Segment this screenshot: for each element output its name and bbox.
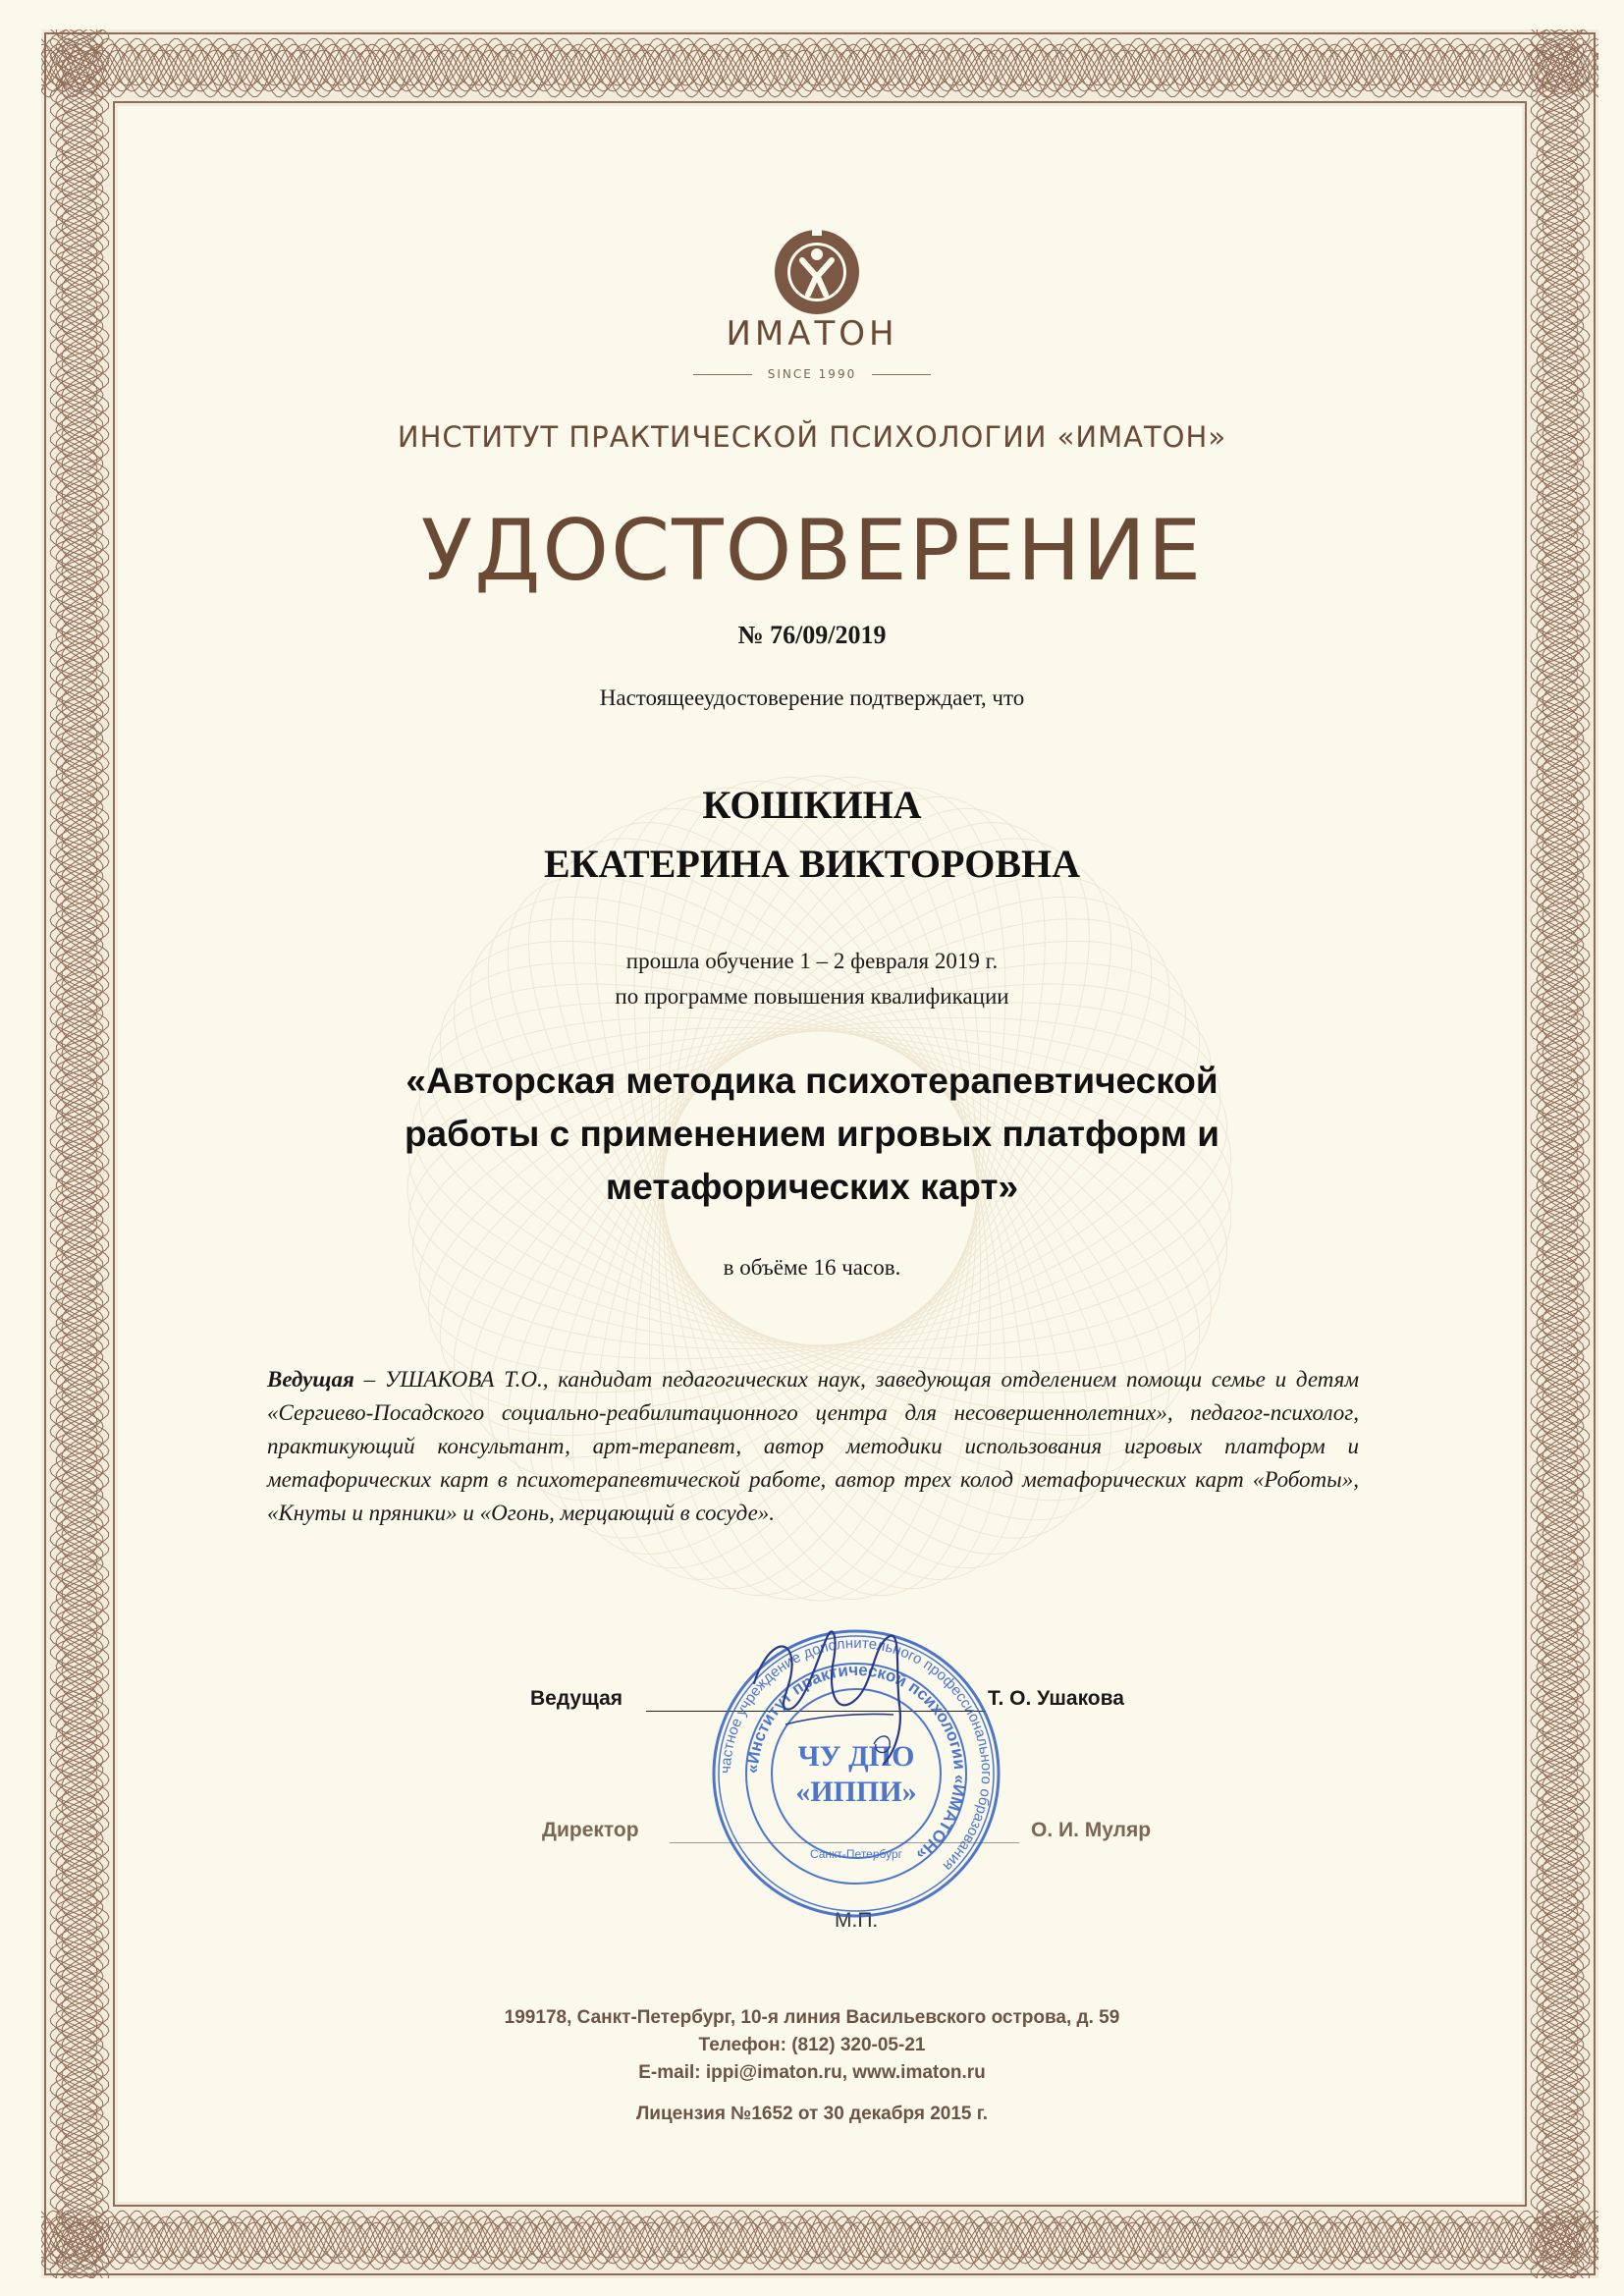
- stamp-center-line1: ЧУ ДПО: [797, 1740, 915, 1773]
- stamp-inner-ring-text: «Институт практической психологии «ИМАТОН»: [742, 1660, 970, 1865]
- lecturer-text: – УШАКОВА Т.О., кандидат педагогических наук, заведующая отделением помощи семье и детям «Сергиево-Посадского социально-реабилитационного центра для несовершеннолетних», педагог-психолог, практикующий консультант, арт-терапевт, автор методики использования игровых платформ и метафорических карт в психотерапевтической работе, автор трех колод метафорических карт «Роботы», «Кнуты и пряники» и «Огонь, мерцающий в сосуде».: [267, 1367, 1359, 1525]
- certificate-number: № 76/09/2019: [737, 621, 887, 649]
- handwritten-signature: [727, 1607, 982, 1774]
- institute-name: ИНСТИТУТ ПРАКТИЧЕСКОЙ ПСИХОЛОГИИ «ИМАТОН»: [397, 420, 1227, 454]
- lecturer-name: Т. О. Ушакова: [988, 1687, 1124, 1710]
- footer-contacts: E-mail: ippi@imaton.ru, www.imaton.ru: [638, 2062, 986, 2083]
- since-text: SINCE 1990: [767, 367, 857, 381]
- lecturer-label: Ведущая: [267, 1367, 354, 1392]
- stamp-outer-ring-text: частное учреждение дополнительного профессионального образования: [717, 1634, 996, 1875]
- seal-place-mark: М.П.: [835, 1909, 879, 1932]
- footer-address: 199178, Санкт-Петербург, 10-я линия Васильевского острова, д. 59: [504, 2007, 1120, 2028]
- certificate-title: УДОСТОВЕРЕНИЕ: [420, 502, 1204, 600]
- since-divider-right: [872, 374, 931, 375]
- course-title-line: работы с применением игровых платформ и: [404, 1114, 1220, 1154]
- since-line: [0, 365, 1624, 383]
- confirms-text: Настоящееудостоверение подтверждает, что: [599, 685, 1025, 710]
- recipient-surname: КОШКИНА: [702, 783, 922, 827]
- course-hours: в объёме 16 часов.: [723, 1255, 901, 1280]
- course-title: [0, 1055, 1624, 1214]
- director-role-label: Директор: [542, 1819, 639, 1841]
- director-name: О. И. Муляр: [1031, 1819, 1152, 1841]
- recipient-given-names: ЕКАТЕРИНА ВИКТОРОВНА: [543, 842, 1080, 886]
- training-dates: прошла обучение 1 – 2 февраля 2019 г.: [625, 949, 999, 973]
- footer-license: Лицензия №1652 от 30 декабря 2015 г.: [635, 2104, 989, 2124]
- imaton-logo-icon: [773, 228, 861, 316]
- lecturer-description: [267, 1363, 1359, 1530]
- stamp-city: Санкт-Петербург: [809, 1847, 903, 1861]
- course-title-line: «Авторская методика психотерапевтической: [406, 1061, 1218, 1101]
- since-divider-left: [693, 374, 752, 375]
- brand-name: ИМАТОН: [726, 314, 898, 354]
- stamp-center-line2: «ИППИ»: [795, 1776, 917, 1808]
- footer-phone: Телефон: (812) 320-05-21: [698, 2035, 926, 2055]
- lecturer-role-label: Ведущая: [530, 1687, 623, 1710]
- course-title-line: метафорических карт»: [605, 1167, 1019, 1207]
- training-program-type: по программе повышения квалификации: [615, 984, 1009, 1009]
